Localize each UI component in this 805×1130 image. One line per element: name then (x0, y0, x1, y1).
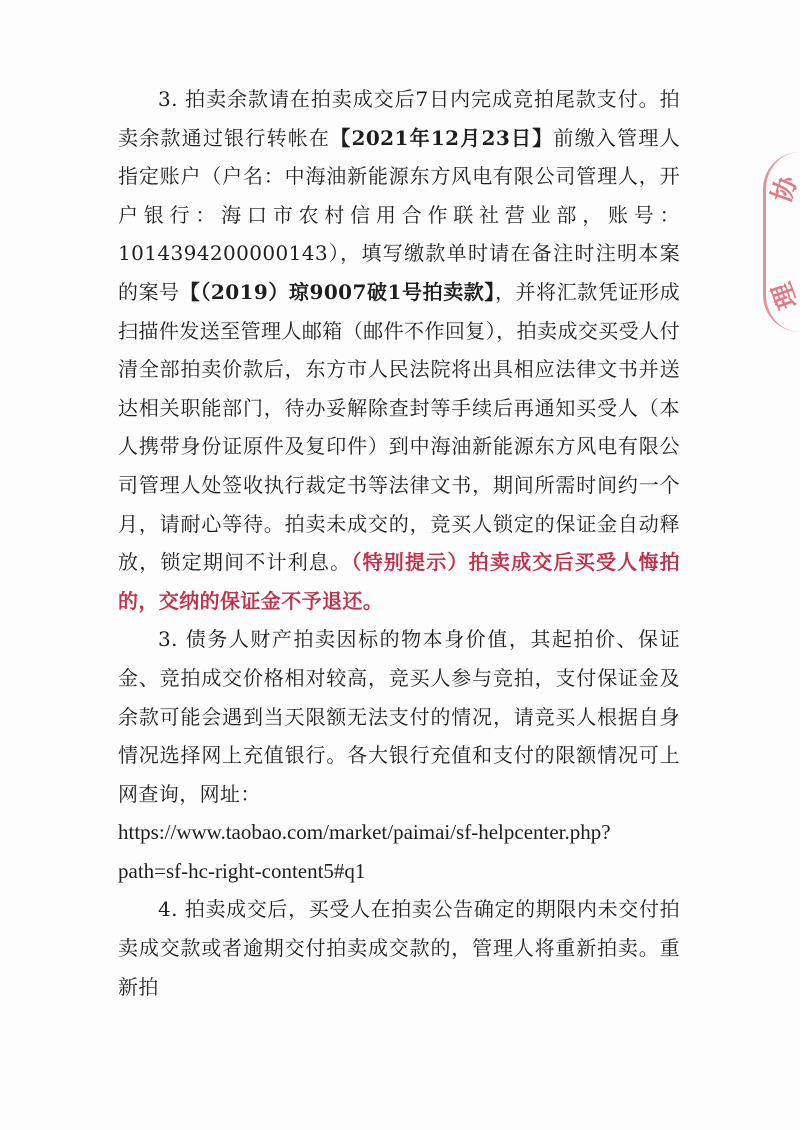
payment-text-1: 3. 拍卖余款请在拍卖成交后7日内完成竞拍尾款支付。拍卖余款通过银行转帐在 (118, 87, 680, 150)
bank-limits-text: 3. 债务人财产拍卖因标的物本身价值，其起拍价、保证金、竞拍成交价格相对较高，竞买人参与竞拍，支付保证金及余款可能会遇到当天限额无法支付的情况，请竞买人根据自身情况选择网上充值银行。各大银行充值和支付的限额情况可上网查询，网址： (118, 627, 680, 806)
payment-text-3: ，并将汇款凭证形成扫描件发送至管理人邮箱（邮件不作回复），拍卖成交买受人付清全部拍卖价款后，东方市人民法院将出具相应法律文书并送达相关职能部门，待办妥解除查封等手续后再通知买受人（本人携带身份证原件及复印件）到中海油新能源东方风电有限公司管理人处签收执行裁定书等法律文书，期间所需时间约一个月，请耐心等待。拍卖未成交的，竞买人锁定的保证金自动释放，锁定期间不计利息。 (118, 279, 680, 575)
special-warning: （特别提示）拍卖成交后买受人悔拍的，交纳的保证金不予退还。 (118, 550, 680, 613)
seal-stamp-fragment (763, 152, 804, 332)
resale-text: 4. 拍卖成交后，买受人在拍卖公告确定的期限内未交付拍卖成交款或者逾期交付拍卖成交款的，管理人将重新拍卖。重新拍 (118, 897, 680, 999)
help-center-url: https://www.taobao.com/market/paimai/sf-helpcenter.php?path=sf-hc-right-content5#q1 (118, 820, 611, 883)
paragraph-resale (118, 890, 680, 1006)
paragraph-payment (118, 80, 680, 620)
paragraph-bank-limits (118, 620, 680, 813)
payment-deadline-date: 【2021年12月23日】 (330, 125, 554, 150)
document-body (118, 80, 680, 1006)
seal-char-2: 理 (766, 278, 804, 313)
seal-char-1: 协 (766, 172, 804, 207)
payment-text-2: 前缴入管理人指定账户（户名：中海油新能源东方风电有限公司管理人，开户银行：海口市农村信用合作联社营业部，账号：1014394200000143），填写缴款单时请在备注时注明本案的案号 (118, 125, 681, 304)
case-number: 【（2019）琼9007破1号拍卖款】 (179, 279, 495, 304)
